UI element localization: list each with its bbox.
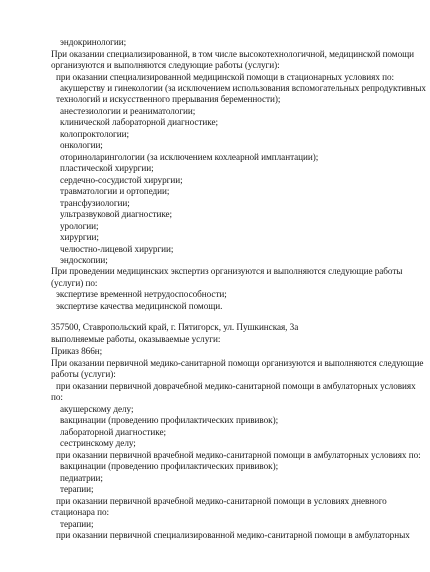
text-line: при оказании первичной доврачебной медико-санитарной помощи в амбулаторных условиях (56, 381, 416, 391)
text-line: по: (51, 392, 63, 402)
text-line: Приказ 866н; (51, 346, 103, 356)
text-line: экспертизе временной нетрудоспособности; (56, 289, 227, 299)
text-line: вакцинации (проведению профилактических прививок); (60, 461, 279, 471)
text-line: эндокринологии; (60, 37, 127, 47)
text-line: терапии; (60, 519, 94, 529)
text-line: технологий и искусственного прерывания беременности); (56, 94, 281, 104)
text-line: колопроктологии; (60, 129, 129, 139)
text-line: при оказании первичной врачебной медико-санитарной помощи в условиях дневного (56, 496, 387, 506)
text-line: эндоскопии; (60, 255, 108, 265)
text-line: организуются и выполняются следующие работы (услуги): (51, 60, 280, 70)
text-line: клинической лабораторной диагностике; (60, 117, 218, 127)
text-line: трансфузиологии; (60, 198, 130, 208)
text-line: онкологии; (60, 140, 103, 150)
text-line: экспертизе качества медицинской помощи. (56, 301, 223, 311)
text-line: При оказании первичной медико-санитарной помощи организуются и выполняются следующие (51, 358, 424, 368)
text-line: сестринскому делу; (60, 438, 136, 448)
text-line: При проведении медицинских экспертиз организуются и выполняются следующие работы (51, 266, 403, 276)
text-line: (услуги) по: (51, 278, 98, 288)
text-line: при оказании первичной врачебной медико-санитарной помощи в амбулаторных условиях по: (56, 450, 421, 460)
text-line: анестезиологии и реаниматологии; (60, 106, 196, 116)
text-line: акушерскому делу; (60, 404, 134, 414)
text-line: урологии; (60, 221, 99, 231)
text-line: ультразвуковой диагностике; (60, 209, 173, 219)
text-line: стационара по: (51, 507, 110, 517)
text-line: акушерству и гинекологии (за исключением использования вспомогательных репродуктивных (60, 83, 426, 93)
text-line: травматологии и ортопедии; (60, 186, 170, 196)
text-line: терапии; (60, 484, 94, 494)
text-line: лабораторной диагностике; (60, 427, 166, 437)
text-line: пластической хирургии; (60, 163, 154, 173)
address-line: 357500, Ставропольский край, г. Пятигорск, ул. Пушкинская, 3а (51, 322, 299, 332)
text-line: работы (услуги): (51, 369, 116, 379)
text-line: при оказании первичной специализированной медико-санитарной помощи в амбулаторных (56, 530, 410, 540)
text-line: при оказании специализированной медицинской помощи в стационарных условиях по: (56, 72, 395, 82)
text-line: сердечно-сосудистой хирургии; (60, 175, 183, 185)
text-line: челюстно-лицевой хирургии; (60, 244, 174, 254)
text-line: вакцинации (проведению профилактических прививок); (60, 415, 279, 425)
text-line: оториноларингологии (за исключением кохлеарной имплантации); (60, 152, 319, 162)
text-line: При оказании специализированной, в том числе высокотехнологичной, медицинской помощи (51, 49, 414, 59)
text-line: выполняемые работы, оказываемые услуги: (51, 334, 221, 344)
text-line: хирургии; (60, 232, 99, 242)
text-line: педиатрии; (60, 473, 103, 483)
